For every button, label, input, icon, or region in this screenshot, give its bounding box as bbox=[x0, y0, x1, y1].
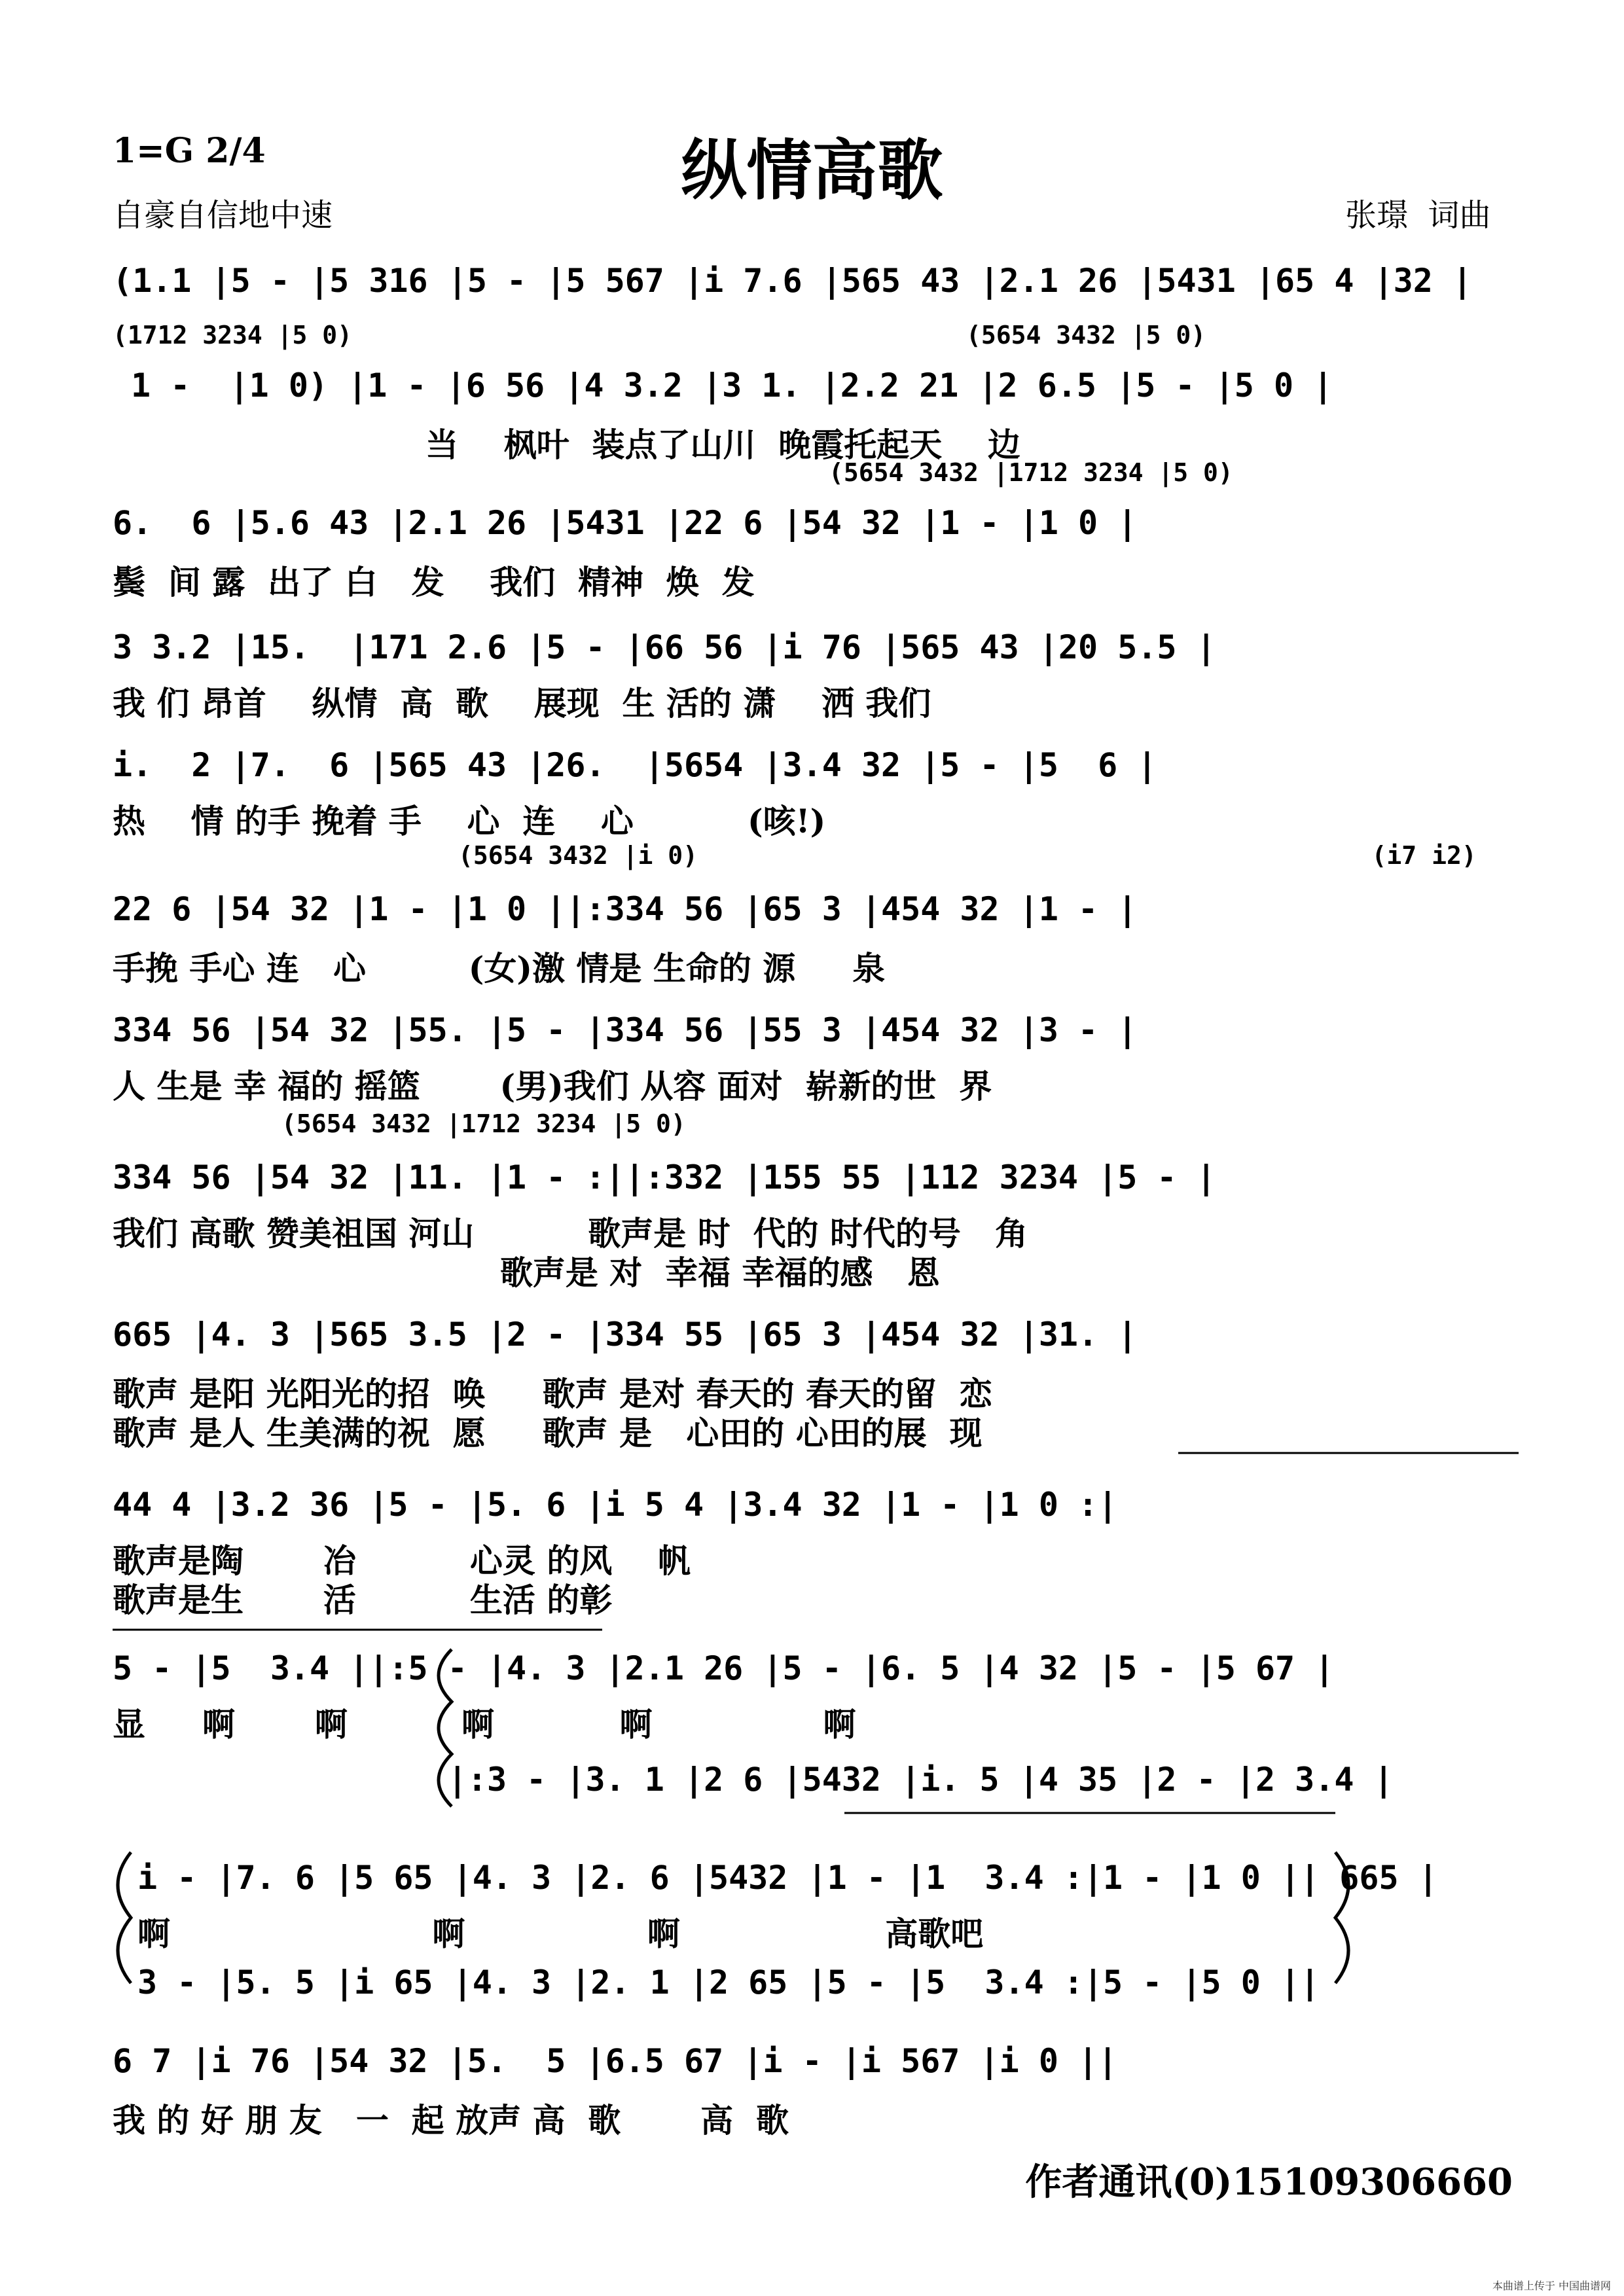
score-row-4-lyrics: 我 们 昂首 纵情 高 歌 展现 生 活的 潇 洒 我们 bbox=[113, 684, 931, 723]
score-row-8-notes: 334 56 |54 32 |11. |1 - :||:332 |155 55 |112 3234 |5 - | bbox=[113, 1158, 1216, 1196]
score-row-3-notes: 6. 6 |5.6 43 |2.1 26 |5431 |22 6 |54 32 |1 - |1 0 | bbox=[113, 504, 1138, 542]
score-row-10-lyrics-verse2: 歌声是生 活 生活 的彰 bbox=[113, 1581, 613, 1619]
score-row-12-lyrics: 啊 啊 啊 高歌吧 bbox=[137, 1914, 984, 1953]
author-contact: 作者通讯(0)15109306660 bbox=[1025, 2161, 1513, 2204]
score-row-6-lyrics: 手挽 手心 连 心 (女)激 情是 生命的 源 泉 bbox=[113, 949, 886, 988]
score-row-12-notes-lower: 3 - |5. 5 |i 65 |4. 3 |2. 1 |2 65 |5 - |5 3.4 :|5 - |5 0 || bbox=[137, 1964, 1320, 2001]
score-row-10-notes: 44 4 |3.2 36 |5 - |5. 6 |i 5 4 |3.4 32 |1 - |1 0 :| bbox=[113, 1486, 1118, 1524]
score-row-1-notes: (1.1 |5 - |5 316 |5 - |5 567 |i 7.6 |565 43 |2.1 26 |5431 |65 4 |32 | bbox=[113, 262, 1473, 300]
score-row-9-lyrics: 歌声 是阳 光阳光的招 唤 歌声 是对 春天的 春天的留 恋 bbox=[113, 1374, 992, 1413]
score-row-9-lyrics-verse2: 歌声 是人 生美满的祝 愿 歌声 是 心田的 心田的展 现 bbox=[113, 1414, 983, 1452]
score-row-6-notes: 22 6 |54 32 |1 - |1 0 ||:334 56 |65 3 |454 32 |1 - | bbox=[113, 890, 1138, 928]
score-row-3-intro: (5654 3432 |1712 3234 |5 0) bbox=[589, 458, 1233, 487]
page-title: 纵情高歌 bbox=[681, 132, 943, 209]
score-row-4-notes: 3 3.2 |15. |171 2.6 |5 - |66 56 |i 76 |565 43 |20 5.5 | bbox=[113, 628, 1216, 666]
score-row-11-notes: 5 - |5 3.4 ||:5 - |4. 3 |2.1 26 |5 - |6. 5 |4 32 |5 - |5 67 | bbox=[113, 1649, 1335, 1687]
score-row-13-lyrics: 我 的 好 朋 友 一 起 放声 高 歌 高 歌 bbox=[113, 2101, 789, 2140]
score-row-2-intro: (1712 3234 |5 0) (5654 3432 |5 0) bbox=[113, 321, 1206, 350]
system-brace-1 bbox=[439, 1649, 452, 1806]
footer-credit: 本曲谱上传于 中国曲谱网 bbox=[1492, 2280, 1611, 2292]
score-row-9-notes: 665 |4. 3 |565 3.5 |2 - |334 55 |65 3 |454 32 |31. | bbox=[113, 1316, 1138, 1354]
score-row-5-notes: i. 2 |7. 6 |565 43 |26. |5654 |3.4 32 |5 - |5 6 | bbox=[113, 746, 1157, 784]
score-row-10-lyrics: 歌声是陶 冶 心灵 的风 帆 bbox=[113, 1541, 691, 1580]
system-brace-2 bbox=[118, 1852, 131, 1983]
score-row-6-intro: (5654 3432 |i 0) (i7 i2) bbox=[458, 841, 1477, 870]
system-brace-3 bbox=[1335, 1852, 1348, 1983]
score-row-2-notes: 1 - |1 0) |1 - |6 56 |4 3.2 |3 1. |2.2 21 |2 6.5 |5 - |5 0 | bbox=[131, 367, 1333, 404]
key-signature: 1=G 2/4 bbox=[113, 131, 266, 171]
score-row-2-lyrics: 当 枫叶 装点了山川 晚霞托起天 边 bbox=[425, 425, 1020, 464]
score-row-3-lyrics: 鬓 间 露 出了 白 发 我们 精神 焕 发 bbox=[113, 563, 755, 601]
score-row-11-lyrics: 显 啊 啊 啊 啊 啊 bbox=[113, 1705, 856, 1744]
score-row-8-intro: (5654 3432 |1712 3234 |5 0) bbox=[281, 1109, 686, 1138]
tempo-marking: 自豪自信地中速 bbox=[113, 197, 333, 234]
score-row-8-lyrics: 我们 高歌 赞美祖国 河山 歌声是 时 代的 时代的号 角 bbox=[113, 1214, 1028, 1253]
score-row-7-notes: 334 56 |54 32 |55. |5 - |334 56 |55 3 |454 32 |3 - | bbox=[113, 1011, 1138, 1049]
score-row-5-lyrics: 热 情 的手 挽着 手 心 连 心 (咳!) bbox=[113, 802, 826, 840]
score-row-7-lyrics: 人 生是 幸 福的 摇篮 (男)我们 从容 面对 崭新的世 界 bbox=[113, 1067, 992, 1105]
score-row-11-notes-lower: |:3 - |3. 1 |2 6 |5432 |i. 5 |4 35 |2 - |2 3.4 | bbox=[113, 1761, 1394, 1799]
score-row-8-lyrics-verse2: 歌声是 对 幸福 幸福的感 恩 bbox=[113, 1253, 940, 1292]
score-row-13-notes: 6 7 |i 76 |54 32 |5. 5 |6.5 67 |i - |i 567 |i 0 || bbox=[113, 2042, 1118, 2080]
composer-credit: 张璟 词曲 bbox=[1345, 197, 1491, 234]
score-row-12-notes: i - |7. 6 |5 65 |4. 3 |2. 6 |5432 |1 - |1 3.4 :|1 - |1 0 || 665 | bbox=[137, 1859, 1438, 1897]
